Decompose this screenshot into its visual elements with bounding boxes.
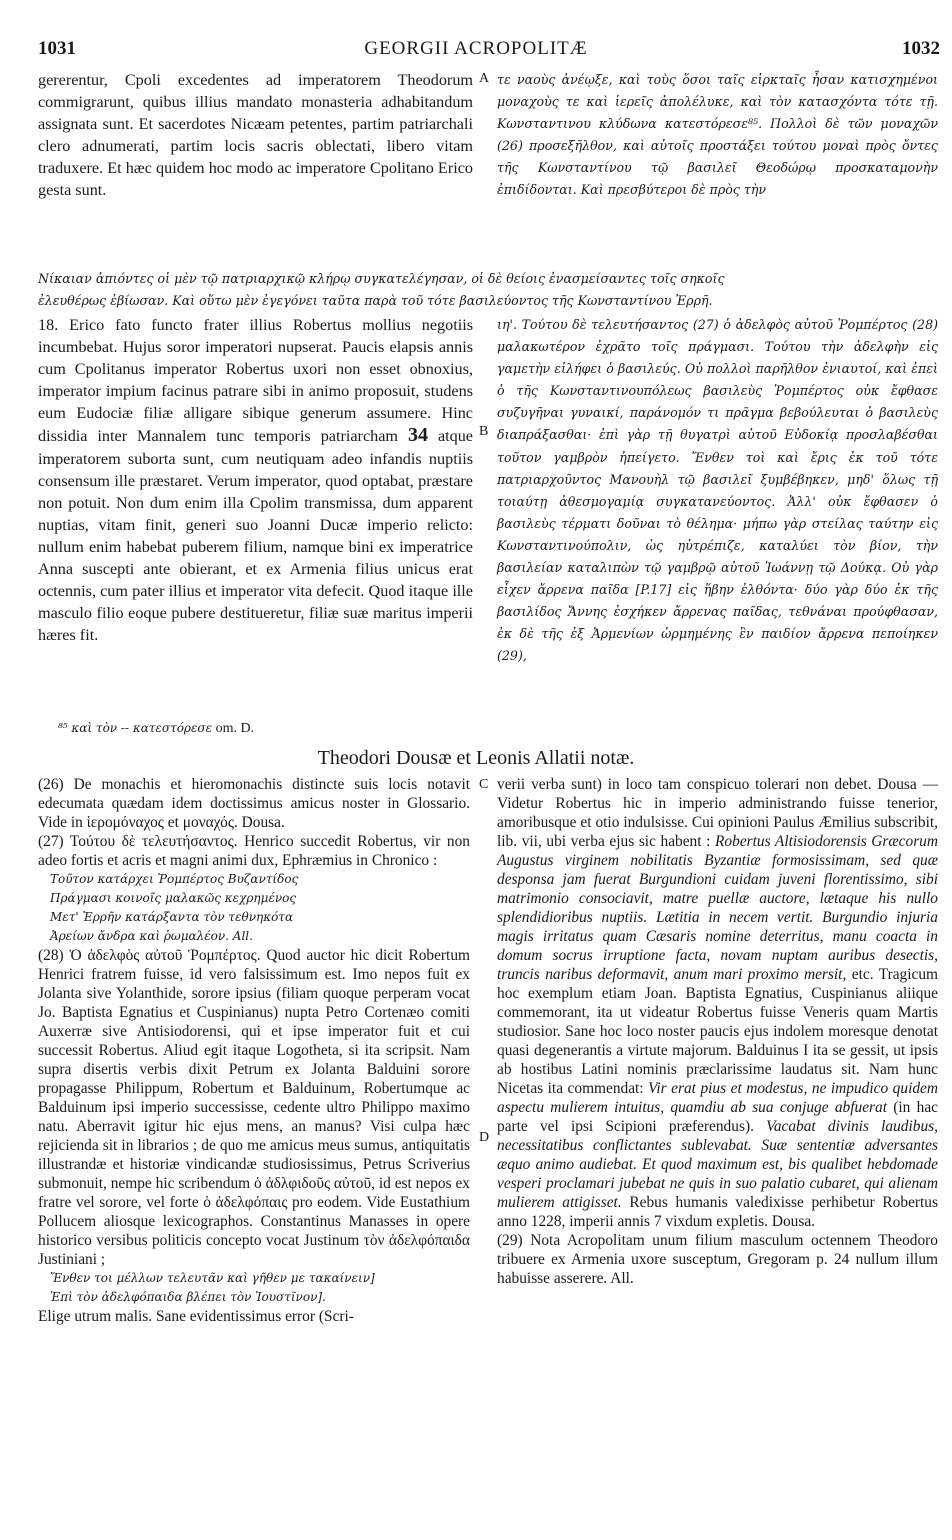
footnote-greek: ⁸⁵ καὶ τὸν -- κατεστόρεσε <box>58 721 213 735</box>
note-27: (27) Τούτου δὲ τελευτήσαντος. Henrico succedit Robertus, vir non adeo fortis et acris et magni animi dux, Ephræmius in Chronico : <box>38 833 470 869</box>
right-page-number: 1032 <box>902 38 940 59</box>
note-28-mid-text: etc. Tragicum hoc exemplum etiam Joan. Baptista Egnatius, Cuspinianus aliique commemorant, ita ut videatur Robertus fuisse Veneris quam Martis studiosior. Sane hoc loco noster paucis ejus indolem moresque denotat quasi degenerantis a virtute majorum. Balduinus I ita se gessit, ut ipsis ab hostibus Latini nominis præclarissime laudatus sit. Nam hunc Nicetas ita commendat: <box>497 966 939 1097</box>
greek-text-column <box>497 69 938 202</box>
verse-line-5: Ἔνθεν τοι μέλλων τελευτᾶν καὶ γῆθεν με τακαίνειν] <box>50 1271 375 1285</box>
nicetas-quote-2: Vacabat divinis laudibus, necessitatibus conflictantes sublevabat. Suæ sententiæ adversantes æquo animo audiebat. Et quod maximum est, bis qualibet hebdomade vesperi proclamari jubebat ne quis in suo palatio cubaret, qui alienam mulierem attigisset. <box>497 1118 938 1211</box>
note-28-continued <box>497 775 938 1231</box>
aemilius-quote: Robertus Altisiodorensis Græcorum Augustus virginem nobilitatis Byzantiæ formosissimam, sed quæ desponsa jam fuerat Burgundioni cuidam juveni florentissimo, sibi matrimonio consociavit, matre puellæ auctore, lætaque his nullo splendidioribus nuptiis. Lætitia in necem vertit. Burgundio injuria magis irritatus quam Cæsaris nomine deterritus, manu coacta in domum socrus irruptione facta, novam nuptam auribus desectis, truncis naribus deformavit, anum mari proximo mersit, <box>497 833 938 983</box>
verse-line-1: Τοῦτον κατάρχει Ῥομπέρτος Βυζαντίδος <box>50 872 299 886</box>
margin-marker-c: C <box>479 777 489 792</box>
latin-text-column <box>38 69 473 202</box>
verse-line-6: Ἐπὶ τὸν ἀδελφόπαιδα βλέπει τὸν Ἰουστῖνον]. <box>50 1290 326 1304</box>
margin-marker-d: D <box>479 1130 490 1145</box>
running-title: GEORGII ACROPOLITÆ <box>364 38 588 59</box>
footnote-85 <box>58 719 458 739</box>
greek-full-line-2: ἐλευθέρως ἐβίωσαν. Καὶ οὕτω μὲν ἐγεγόνει ταῦτα παρὰ τοῦ τότε βασιλεύοντος τῆς Κωνσταντίνου Ἐρρῆ. <box>38 293 713 308</box>
greek-full-width-block <box>38 268 938 312</box>
left-page-number: 1031 <box>38 38 76 59</box>
greek-paragraph-18 <box>497 314 938 668</box>
greek-paragraph-1: τε ναοὺς ἀνέῳξε, καὶ τοὺς ὅσοι ταῖς εἰρκταῖς ἦσαν κατισχημένοι μοναχοὺς τε καὶ ἱερεῖς ἀπολέλυκε, καὶ τὸν κατασχόντα τότε τῇ. Κωνσταντινου κλύδωνα κατεστόρεσε⁸⁵. Πολλοὶ δὲ τῶν μοναχῶν (26) προσεξῆλθον, καὶ αὐτοῖς προστάξει τούτου μοναὶ πρὸς ὄντες τῆς Κωνσταντίνου τῷ βασιλεῖ Θεοδώρῳ προσκαταμονὴν ἐπιδίδονται. Καὶ πρεσβύτεροι δὲ πρὸς τὴν <box>497 72 938 198</box>
margin-marker-a: A <box>479 71 490 86</box>
verse-line-4: Ἀρείων ἄνδρα καὶ ῥωμαλέον. All. <box>50 929 253 943</box>
margin-marker-b: B <box>479 424 489 439</box>
verse-line-3: Μετ' Ἐρρῆν κατάρξαντα τὸν τεθνηκότα <box>50 910 294 924</box>
latin-paragraph-18 <box>38 314 473 646</box>
note-28-end-text: Rebus humanis valedixisse perhibetur Robertus anno 1228, imperii annis 7 vixdum expletis. Dousa. <box>497 1194 938 1230</box>
notes-left-column <box>38 775 470 1326</box>
notes-right-column <box>497 775 938 1288</box>
latin-paragraph-1: gererentur, Cpoli excedentes ad imperatorem Theodorum commigrarunt, quibus illius mandato monasteria adhabitandum assignata sunt. Et sacerdotes Nicæam petentes, partim patriarchali clero adnumerati, partim locis sacris oblectati, libero vitam traduxere. Et hæc quidem hoc modo ac imperatore Cpolitano Erico gesta sunt. <box>38 71 473 200</box>
note-26: (26) De monachis et hieromonachis distincte suis locis notavit edecumata quædam idem doctissimus amicus noster in Glossario. Vide in ἱερομόναχος et μοναχός. Dousa. <box>38 776 470 831</box>
verse-line-2: Πράγμασι κοινοῖς μαλακῶς κεχρημένος <box>50 891 297 905</box>
greek-full-line-1: Νίκαιαν ἀπιόντες οἱ μὲν τῷ πατριαρχικῷ κλήρῳ συγκατελέγησαν, οἱ δὲ θείοις ἐνασμείσαντες τοῖς σηκοῖς <box>38 271 725 286</box>
nicetas-quote-1: Vir erat pius et modestus, ne impudico quidem aspectu mulierem intuitus, quamdiu ab sua conjuge abfuerat <box>497 1080 938 1116</box>
note-29: (29) Nota Acropolitam unum filium masculum octennem Theodoro tribuere ex Armenia uxore susceptum, Gregoram p. 24 nullum illum habuisse asserere. All. <box>497 1232 938 1287</box>
latin-paragraph-18-part-2: atque imperatorem suborta sunt, cum neutiquam adeo infandis nuptiis consensum ille præstaret. Verum imperator, quod optabat, præstare non potuit. Non dum enim illa Cpolim transmissa, dum apparent nuptias, vitam finit, generi suo Joanni Ducæ imperio relicto: nullum enim habebat puberem filium, namque bini ex imperatrice Anna suscepti ante obierant, et ex Armenia filius unicus erat octennis, cum pater illius et imperator vita defecit. Quod itaque ille masculo filio eoque pubere destitueretur, filiæ suæ maritus imperii hæres fit. <box>38 427 473 645</box>
note-28-end: Elige utrum malis. Sane evidentissimus error (Scri- <box>38 1308 354 1325</box>
footnote-latin: om. D. <box>215 721 255 736</box>
note-28: (28) Ὁ ἀδελφὸς αὐτοῦ Ῥομπέρτος. Quod auctor hic dicit Robertum Henrici fratrem fuisse, id vero falsissimum est. Imo nepos fuit ex Jolanta sive Yolanthide, sorore ipsius (filiam quoque perperam vocat Jo. Baptista Egnatius et Cuspinianus) nupta Petro Cortenæo comiti Auxerræ sive Antisiodorensi, qui et ipse imperator fuit et cui successit Robertus. Aliud egit itaque Logotheta, si ita scripsit. Nam supra disertis verbis dixit Petrum ex Jolanta Balduini sorore propagasse Philippum, Robertum et Balduinum, Robertumque ac Balduinum ipsi imperio successisse, cedente ultro Philippo maximo natu. Aberravit igitur hic ejus mens, an manus? Visi culpa hæc rejicienda sit in librarios ; de quo me amicus meus sumus, antiquitatis illustrandæ et historiæ vindicandæ studiosissimus, Petrus Scriverius submonuit, nempe hic scribendum ὁ ἀδλφιδοῦς αὐτοῦ, id est nepos ex fratre vel sorore, vel forte ὁ ἀδελφόπαις pro eodem. Vide Eustathium Pollucem aliosque lexicographos. Constantinus Manasses in opere historico versibus politicis concepto vocat Justinum τὸν ἀδελφόπαιδα Justiniani ; <box>38 947 470 1268</box>
column-number-34: 34 <box>407 424 428 447</box>
latin-paragraph-18-part-1: 18. Erico fato functo frater illius Robertus mollius negotiis incumbebat. Hujus soror imperatori nupserat. Paucis elapsis annis cum Cpolitanus imperator Robertus uxori non esset obnoxius, imperator impium facinus patrare sibi in animo proposuit, studens eum Eudociæ filiæ alligare sibique generum assumere. Hinc dissidia inter Mannalem tunc temporis patriarcham <box>38 316 473 446</box>
greek-paragraph-2: ιη'. Τούτου δὲ τελευτήσαντος (27) ὁ ἀδελφὸς αὐτοῦ Ῥομπέρτος (28) μαλακωτέρον ἐχρᾶτο τοῖς πράγμασι. Τούτου τὴν ἀδελφὴν εἰς γαμετὴν εἰλήφει ὁ βασιλεύς. Οὐ πολλοὶ παρῆλθον ἐνιαυτοί, καὶ ἐπεὶ ὁ τῆς Κωνσταντινουπόλεως βασιλεὺς Ῥομπέρτος οὐκ ἔφθασε συζυγῆναι γυναικί, παράνομόν τι πρᾶγμα βεβούλευται ὁ βασιλεὺς διαπράξασθαι· ἐπὶ γὰρ τῇ θυγατρὶ αὐτοῦ Εὐδοκίᾳ προσλαβέσθαι τοῦτον γαμβρὸν ἠπείγετο. Ἔνθεν τοὶ καὶ ἔρις ἐκ τοῦ τότε πατριαρχοῦντος Μανουὴλ τῷ βασιλεῖ ξυμβέβηκεν, μηδ' ὅλως τῇ τοιαύτῃ ἀθεσμογαμίᾳ συγκατανεύοντος. Ἀλλ' οὐκ ἔφθασεν ὁ βασιλεὺς τέρματι δοῦναι τὸ θέλημα· μήπω γὰρ στείλας ταύτην εἰς Κωνσταντινούπολιν, ὡς ηὐτρέπιζε, καταλύει τὸν βίον, τὴν βασιλείαν καταλιπὼν τῷ γαμβρῷ αὐτοῦ Ἰωάννῃ τῷ Δούκᾳ. Οὐ γὰρ εἶχεν ἄρρενα παῖδα [P.17] εἰς ἥβην ἐλθόντα· δύο γὰρ δύο ἐκ τῆς βασιλίδος Ἄννης ἐσχήκεν ἄρρενας παῖδας, τεθνάναι προύφθασαν, ἐκ δὲ τῆς ἐξ Ἀρμενίων ὡρμημένης ἓν παιδίον ἄρρενα πεποίηκεν (29), <box>497 317 938 664</box>
note-28-cont-text: verii verba sunt) in loco tam conspicuo tolerari non debet. Dousa — Videtur Robertus hic in imperio administrando fuisse tenerior, amoribusque et otio indulsisse. Cui opinioni Paulus Æmilius subscribit, lib. vii, ubi verba ejus sic habent : <box>497 776 938 850</box>
note-28-parenthesis: (in hac parte vel ipsi Scipioni præferendus). <box>497 1099 938 1135</box>
notes-title: Theodori Dousæ et Leonis Allatii notæ. <box>317 747 635 769</box>
